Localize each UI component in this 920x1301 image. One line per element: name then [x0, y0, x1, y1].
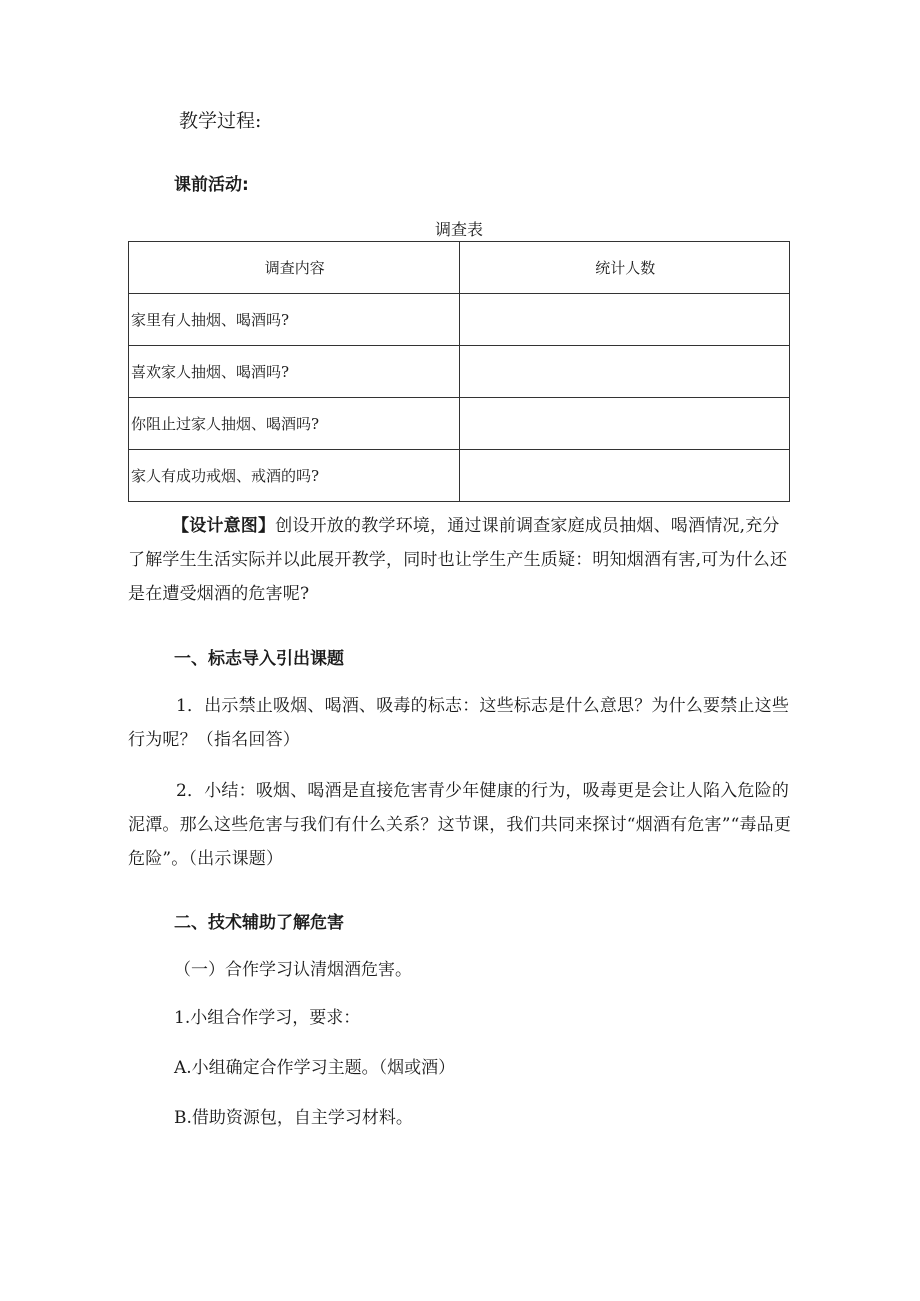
table-cell-question: 你阻止过家人抽烟、喝酒吗? [129, 398, 460, 450]
part1-item2: 2．小结：吸烟、喝酒是直接危害青少年健康的行为，吸毒更是会让人陷入危险的泥潭。那么这些危害与我们有什么关系？这节课，我们共同来探讨“烟酒有危害”“毒品更危险”。（出示课题） [128, 781, 792, 869]
table-row [129, 294, 790, 346]
part1-item1: 1．出示禁止吸烟、喝酒、吸毒的标志：这些标志是什么意思？为什么要禁止这些行为呢？（指名回答） [128, 696, 790, 750]
part1-title: 一、标志导入引出课题 [174, 649, 344, 669]
design-intent-label: 【设计意图】 [172, 516, 276, 536]
part2-line-a: A.小组确定合作学习主题。（烟或酒） [174, 1058, 456, 1078]
design-intent-text: 创设开放的教学环境，通过课前调查家庭成员抽烟、喝酒情况,充分了解学生生活实际并以此展开教学，同时也让学生产生质疑：明知烟酒有害,可为什么还是在遭受烟酒的危害呢? [128, 516, 788, 604]
pre-activity-heading: 课前活动: [174, 175, 249, 195]
table-row [129, 398, 790, 450]
part2-sub1: （一）合作学习认清烟酒危害。 [174, 960, 412, 980]
table-cell-question: 喜欢家人抽烟、喝酒吗? [129, 346, 460, 398]
design-intent-paragraph [128, 509, 792, 611]
table-header-row [129, 242, 790, 294]
survey-table [128, 241, 790, 502]
table-header-count: 统计人数 [459, 242, 789, 294]
section-heading: 教学过程: [179, 110, 262, 132]
table-cell-question: 家里有人抽烟、喝酒吗? [129, 294, 460, 346]
part2-line-b: B.借助资源包，自主学习材料。 [174, 1108, 413, 1128]
part2-title: 二、技术辅助了解危害 [174, 913, 344, 933]
table-cell-question: 家人有成功戒烟、戒酒的吗? [129, 450, 460, 502]
table-header-content: 调查内容 [129, 242, 460, 294]
table-row [129, 346, 790, 398]
table-cell-count [459, 294, 789, 346]
table-cell-count [459, 450, 789, 502]
table-cell-count [459, 398, 789, 450]
part2-line1: 1.小组合作学习，要求： [174, 1008, 361, 1028]
table-caption: 调查表 [434, 220, 483, 239]
table-row [129, 450, 790, 502]
table-cell-count [459, 346, 789, 398]
